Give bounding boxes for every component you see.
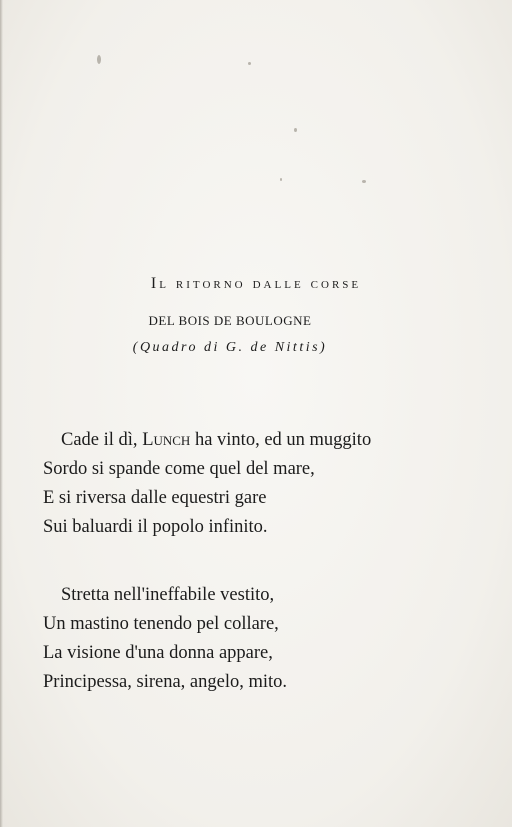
paper-speck (294, 128, 297, 132)
verse-line: La visione d'una donna appare, (43, 643, 273, 663)
verse-line: Principessa, sirena, angelo, mito. (43, 672, 288, 692)
paper-speck (280, 178, 282, 181)
stanza-2 (43, 581, 287, 697)
verse-line: Sordo si spande come quel del mare, (43, 459, 315, 479)
stanza-1 (43, 426, 371, 542)
verse-line: Un mastino tenendo pel collare, (43, 614, 279, 634)
poem-caption: (Quadro di G. de Nittis) (132, 340, 328, 355)
verse-line (43, 426, 371, 455)
page-edge-shadow (0, 0, 3, 827)
verse-text: ha vinto, ed un muggito (190, 430, 372, 450)
verse-line: Sui baluardi il popolo infinito. (43, 517, 268, 537)
verse-line: Stretta nell'ineffabile vestito, (61, 585, 275, 605)
poem-title: Il ritorno dalle corse (150, 275, 362, 292)
horse-name: Lunch (142, 430, 191, 450)
paper-speck (248, 62, 251, 65)
paper-speck (97, 55, 101, 64)
paper-speck (362, 180, 366, 183)
verse-text: Cade il dì, (61, 430, 143, 450)
verse-line: E si riversa dalle equestri gare (43, 488, 267, 508)
poem-subtitle: DEL BOIS DE BOULOGNE (148, 313, 312, 328)
